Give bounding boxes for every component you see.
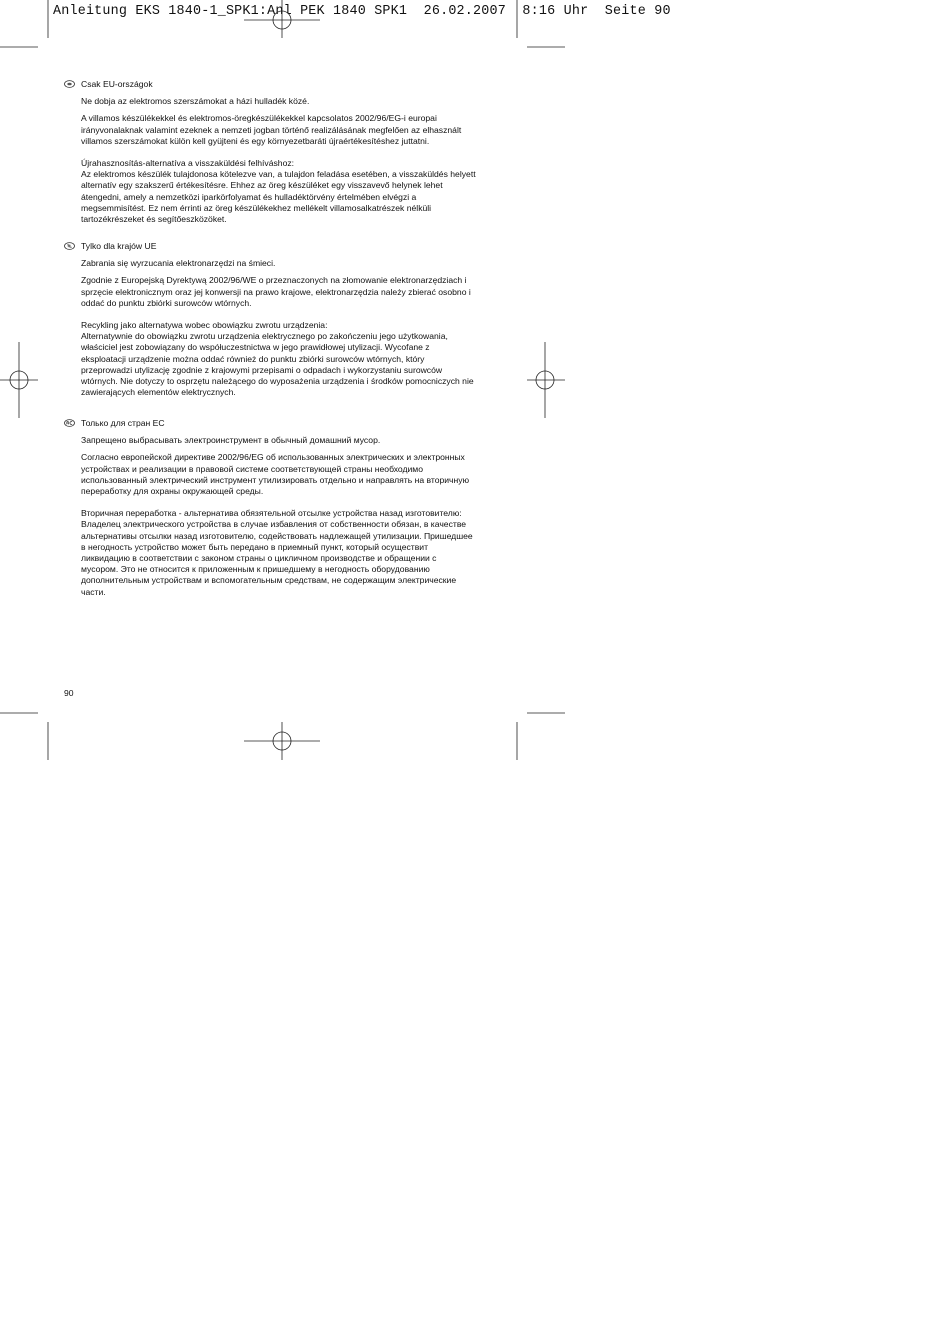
section-heading-text: Csak EU-országok bbox=[81, 79, 153, 89]
paragraph: Recykling jako alternatywa wobec obowiązku zwrotu urządzenia: Alternatywnie do obowiązku zwrotu urządzenia elektrycznego po zakończeniu jego użytkowania, właściciel jest zobowiązany do współuczestnictwa w jego prawidłowej utylizacji. Wycofane z eksploatacji urządzenie można oddać również do punktu zbiórki surowców wtórnych, który przeprowadzi utylizację zgodnie z krajowymi przepisami o odpadach i wykorzystaniu surowców wtórnych. Nie dotyczy to osprzętu należącego do wyposażenia urządzenia i środków pomocniczych nie zawierających elementów elektrycznych. bbox=[81, 320, 474, 398]
page-number: 90 bbox=[64, 688, 74, 698]
section-heading-text: Только для стран ЕС bbox=[81, 418, 165, 428]
section-hungarian bbox=[62, 79, 512, 231]
hungary-flag-icon bbox=[64, 80, 75, 88]
paragraph: Újrahasznosítás-alternatíva a visszaküldési felhíváshoz: Az elektromos készülék tulajdonosa kötelezve van, a tulajdon feladása esetében, a visszaküldés helyett alternatív egy szakszerű értékesítésre. Ehhez az öreg készüléket egy visszavevő helynek lehet átengedni, amely a nemzetközi iparkörfolyamat és hulladéktörvény értelmében elvégzi a megsemmisítést. Ez nem érrinti az öreg készülékekhez mellékelt villamosalkatrészek nélküli tartozékrészeket és segítőeszközöket. bbox=[81, 158, 476, 225]
paragraph: A villamos készülékekkel és elektromos-öregkészülékekkel kapcsolatos 2002/96/EG-i europai irányvonalaknak valamint ezeknek a nemzeti jogban történő realizálásának megfelően az elhasznált villamos szerszámokat külön kell gyüjteni és egy környezetbaráti újraértékesítéshez juttatni. bbox=[81, 113, 462, 146]
section-heading bbox=[62, 79, 512, 90]
poland-flag-icon bbox=[64, 242, 75, 250]
paragraph: Zgodnie z Europejską Dyrektywą 2002/96/WE o przeznaczonych na złomowanie elektronarzędziach i sprzęcie elektronicznym oraz jej konwersji na prawo krajowe, elektronarzędzia należy zbierać osobno i oddać do punktu zbiórki surowców wtórnych. bbox=[81, 275, 471, 308]
section-heading bbox=[62, 241, 512, 252]
paragraph: Запрещено выбрасывать электроинструмент в обычный домашний мусор. bbox=[81, 435, 381, 446]
section-polish bbox=[62, 241, 512, 404]
section-heading-text: Tylko dla krajów UE bbox=[81, 241, 157, 251]
section-heading bbox=[62, 418, 512, 429]
section-russian bbox=[62, 418, 512, 604]
paragraph: Ne dobja az elektromos szerszámokat a házi hulladék közé. bbox=[81, 96, 310, 107]
paragraph: Zabrania się wyrzucania elektronarzędzi na śmieci. bbox=[81, 258, 276, 269]
print-slug-line: Anleitung EKS 1840-1_SPK1:Anl PEK 1840 SPK1 26.02.2007 8:16 Uhr Seite 90 bbox=[53, 4, 671, 19]
russia-flag-icon bbox=[64, 419, 75, 427]
paragraph: Согласно европейской директиве 2002/96/EG об использованных электрических и электронных устройствах и реализации в правовой системе соответствующей страны необходимо использованный электрический инструмент утилизировать отдельно и направлять на вторичную переработку для охраны окружающей среды. bbox=[81, 452, 470, 497]
paragraph: Вторичная переработка - альтернатива обязятельной отсылке устройства назад изготовителю: Владелец электрического устройства в случае избавления от собственности обязан, в качестве альтернативы отсылки назад изготовителю, содействовать надлежащей утилизации. Пришедшее в негодность устройство может быть передано в приемный пункт, который осуществит ликвидацию в соответствии с законом страны о цикличном производстве и обращении с мусором. Это не относится к приложенным к пришедшему в негодность оборудованию дополнительным устройствам и вспомогательным средствам, не содержащим электрические части. bbox=[81, 508, 473, 597]
